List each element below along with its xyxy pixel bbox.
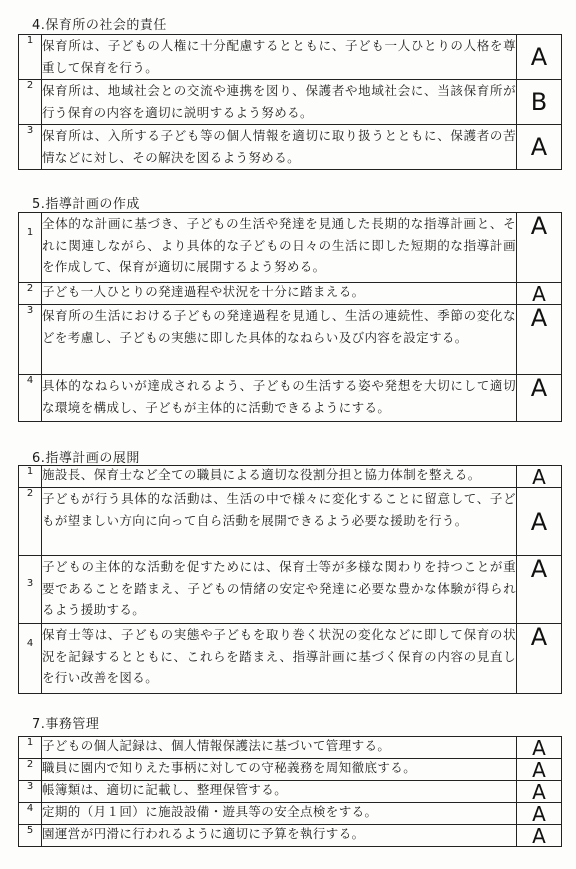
grade-mark: A [517, 375, 562, 422]
grade-mark: A [517, 624, 562, 694]
item-text: 具体的なねらいが達成されるよう、子どもの生活する姿や発想を大切にして適切な環境を構成し、子どもが主体的に活動できるようにする。 [42, 375, 517, 422]
item-text: 子どもが行う具体的な活動は、生活の中で様々に変化することに留意して、子どもが望ましい方向に向って自ら活動を展開できるよう必要な援助を行う。 [42, 488, 517, 556]
section-table-5 [18, 212, 562, 422]
item-text: 定期的（月１回）に施設設備・遊具等の安全点検をする。 [42, 803, 517, 825]
grade-mark: A [517, 213, 562, 283]
table-row [19, 624, 562, 694]
item-number: 3 [19, 305, 42, 375]
table-row [19, 375, 562, 422]
item-number: 1 [19, 35, 42, 80]
grade-mark: A [517, 825, 562, 847]
grade-mark: A [517, 556, 562, 624]
grade-mark: A [517, 781, 562, 803]
item-text: 園運営が円滑に行われるように適切に予算を執行する。 [42, 825, 517, 847]
table-row [19, 466, 562, 488]
section-title-4: 4.保育所の社会的責任 [32, 18, 167, 33]
section-title-5: 5.指導計画の作成 [32, 197, 140, 212]
table-row [19, 283, 562, 305]
grade-mark: A [517, 35, 562, 80]
grade-mark: A [517, 488, 562, 556]
section-table-7 [18, 736, 562, 847]
section-title-7: 7.事務管理 [32, 717, 100, 732]
item-text: 子どもの個人記録は、個人情報保護法に基づいて管理する。 [42, 737, 517, 759]
table-row [19, 488, 562, 556]
table-row [19, 80, 562, 125]
item-number: 1 [19, 737, 42, 759]
table-row [19, 305, 562, 375]
grade-mark: A [517, 125, 562, 170]
section-title-6: 6.指導計画の展開 [32, 451, 140, 466]
item-number: 2 [19, 488, 42, 556]
grade-mark: B [517, 80, 562, 125]
table-row [19, 737, 562, 759]
item-number: 3 [19, 556, 42, 624]
table-row [19, 781, 562, 803]
item-text: 子どもの主体的な活動を促すためには、保育士等が多様な関わりを持つことが重要であることを踏まえ、子どもの情緒の安定や発達に必要な豊かな体験が得られるよう援助する。 [42, 556, 517, 624]
table-row [19, 759, 562, 781]
item-number: 3 [19, 781, 42, 803]
item-number: 2 [19, 283, 42, 305]
item-number: 1 [19, 213, 42, 283]
item-text: 施設長、保育士など全ての職員による適切な役割分担と協力体制を整える。 [42, 466, 517, 488]
grade-mark: A [517, 803, 562, 825]
item-number: 1 [19, 466, 42, 488]
grade-mark: A [517, 305, 562, 375]
item-text: 保育士等は、子どもの実態や子どもを取り巻く状況の変化などに即して保育の状況を記録するとともに、これらを踏まえ、指導計画に基づく保育の内容の見直しを行い改善を図る。 [42, 624, 517, 694]
item-text: 保育所は、地域社会との交流や連携を図り、保護者や地域社会に、当該保育所が行う保育の内容を適切に説明するよう努める。 [42, 80, 517, 125]
item-number: 4 [19, 375, 42, 422]
table-row [19, 803, 562, 825]
table-row [19, 825, 562, 847]
section-table-4 [18, 34, 562, 170]
item-text: 子ども一人ひとりの発達過程や状況を十分に踏まえる。 [42, 283, 517, 305]
grade-mark: A [517, 466, 562, 488]
item-number: 3 [19, 125, 42, 170]
item-text: 保育所は、子どもの人権に十分配慮するとともに、子ども一人ひとりの人格を尊重して保育を行う。 [42, 35, 517, 80]
item-number: 4 [19, 803, 42, 825]
table-row [19, 35, 562, 80]
item-text: 全体的な計画に基づき、子どもの生活や発達を見通した長期的な指導計画と、それに関連しながら、より具体的な子どもの日々の生活に即した短期的な指導計画を作成して、保育が適切に展開するよう努める。 [42, 213, 517, 283]
section-table-6 [18, 465, 562, 694]
table-row [19, 125, 562, 170]
item-number: 2 [19, 80, 42, 125]
item-text: 職員に園内で知りえた事柄に対しての守秘義務を周知徹底する。 [42, 759, 517, 781]
item-number: 4 [19, 624, 42, 694]
grade-mark: A [517, 737, 562, 759]
item-number: 2 [19, 759, 42, 781]
item-text: 帳簿類は、適切に記載し、整理保管する。 [42, 781, 517, 803]
table-row [19, 213, 562, 283]
grade-mark: A [517, 759, 562, 781]
item-number: 5 [19, 825, 42, 847]
table-row [19, 556, 562, 624]
grade-mark: A [517, 283, 562, 305]
item-text: 保育所は、入所する子ども等の個人情報を適切に取り扱うとともに、保護者の苦情などに対し、その解決を図るよう努める。 [42, 125, 517, 170]
item-text: 保育所の生活における子どもの発達過程を見通し、生活の連続性、季節の変化などを考慮し、子どもの実態に即した具体的なねらい及び内容を設定する。 [42, 305, 517, 375]
